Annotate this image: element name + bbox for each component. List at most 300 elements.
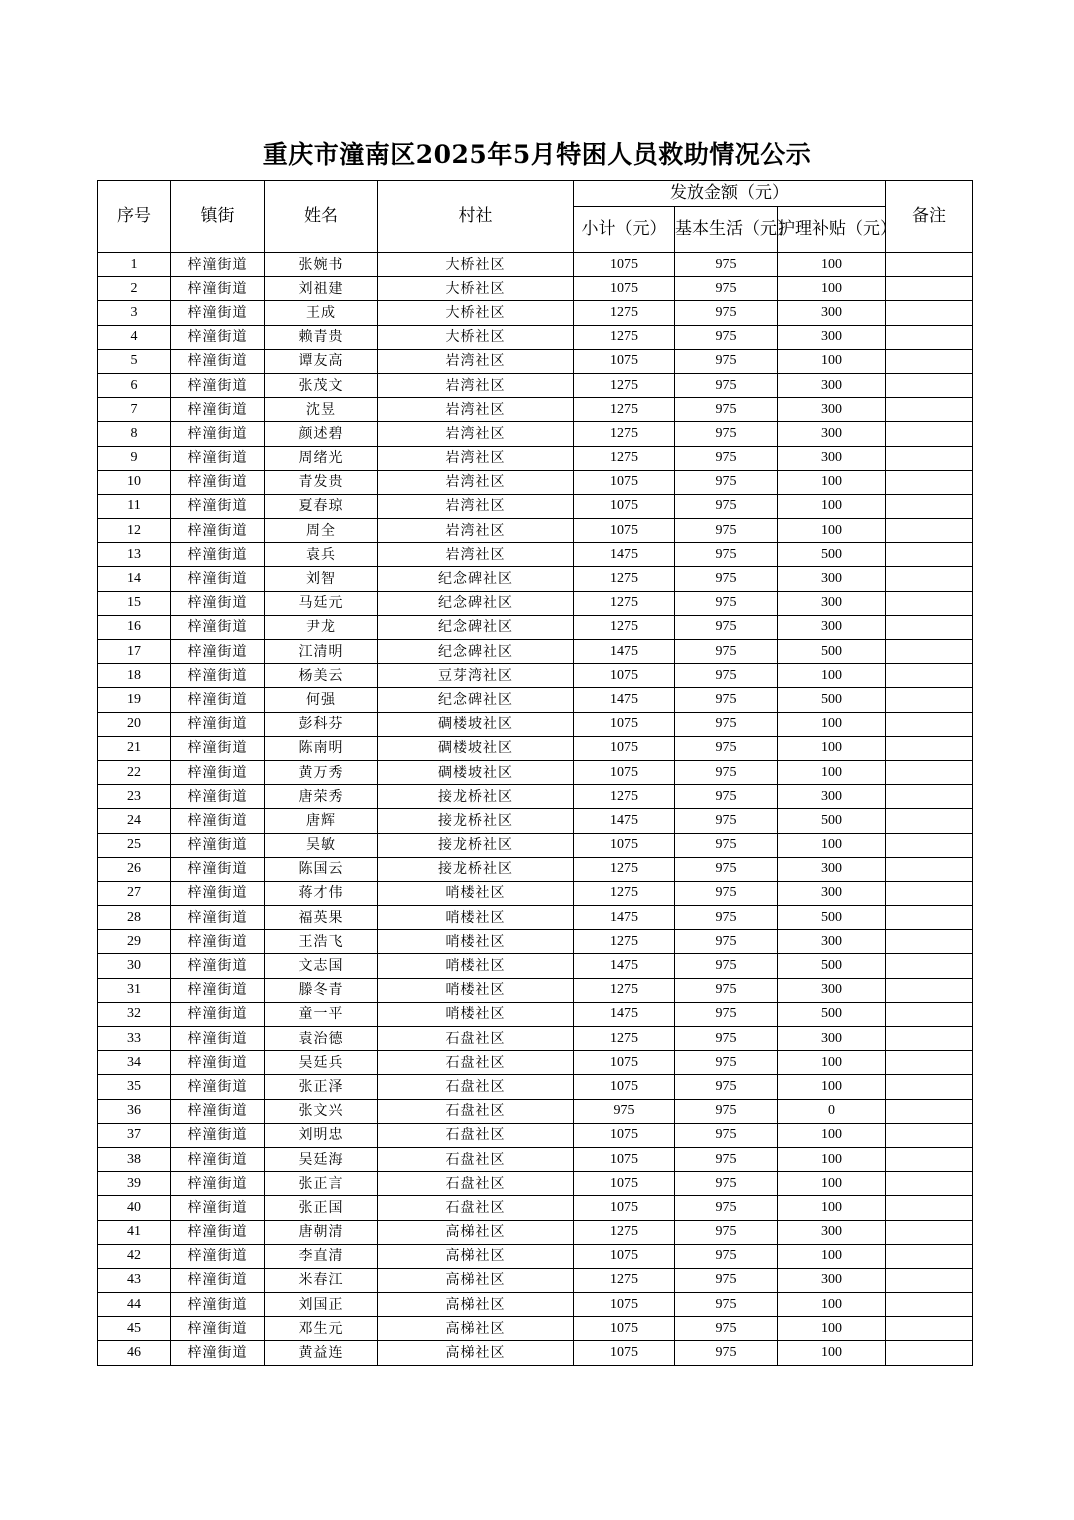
cell-basic: 975 <box>675 1027 778 1051</box>
cell-village: 豆芽湾社区 <box>378 664 574 688</box>
cell-village: 高梯社区 <box>378 1293 574 1317</box>
cell-village: 接龙桥社区 <box>378 785 574 809</box>
cell-name: 沈昱 <box>265 398 378 422</box>
table-row <box>98 1244 973 1268</box>
cell-index: 10 <box>98 470 171 494</box>
cell-index: 33 <box>98 1027 171 1051</box>
cell-index: 2 <box>98 277 171 301</box>
cell-remark <box>886 1027 973 1051</box>
cell-basic: 975 <box>675 446 778 470</box>
table-row <box>98 785 973 809</box>
table-row <box>98 253 973 277</box>
table-row <box>98 664 973 688</box>
cell-subtotal: 1475 <box>574 688 675 712</box>
cell-subtotal: 1075 <box>574 1123 675 1147</box>
cell-basic: 975 <box>675 1172 778 1196</box>
cell-index: 13 <box>98 543 171 567</box>
header-town: 镇街 <box>171 181 265 253</box>
cell-basic: 975 <box>675 1147 778 1171</box>
cell-name: 杨美云 <box>265 664 378 688</box>
cell-basic: 975 <box>675 712 778 736</box>
cell-index: 43 <box>98 1268 171 1292</box>
cell-basic: 975 <box>675 470 778 494</box>
cell-remark <box>886 954 973 978</box>
cell-name: 王浩飞 <box>265 930 378 954</box>
cell-index: 5 <box>98 349 171 373</box>
cell-town: 梓潼街道 <box>171 1123 265 1147</box>
cell-town: 梓潼街道 <box>171 1293 265 1317</box>
cell-village: 高梯社区 <box>378 1341 574 1365</box>
cell-care: 100 <box>778 253 886 277</box>
cell-town: 梓潼街道 <box>171 422 265 446</box>
cell-remark <box>886 1220 973 1244</box>
cell-index: 45 <box>98 1317 171 1341</box>
cell-town: 梓潼街道 <box>171 785 265 809</box>
cell-village: 岩湾社区 <box>378 543 574 567</box>
cell-village: 岩湾社区 <box>378 494 574 518</box>
cell-town: 梓潼街道 <box>171 1268 265 1292</box>
cell-town: 梓潼街道 <box>171 349 265 373</box>
cell-care: 300 <box>778 301 886 325</box>
cell-village: 大桥社区 <box>378 325 574 349</box>
cell-village: 碉楼坡社区 <box>378 736 574 760</box>
cell-basic: 975 <box>675 253 778 277</box>
cell-basic: 975 <box>675 906 778 930</box>
cell-care: 500 <box>778 1002 886 1026</box>
cell-care: 300 <box>778 1027 886 1051</box>
cell-name: 周全 <box>265 519 378 543</box>
cell-basic: 975 <box>675 277 778 301</box>
cell-town: 梓潼街道 <box>171 688 265 712</box>
cell-town: 梓潼街道 <box>171 325 265 349</box>
cell-basic: 975 <box>675 494 778 518</box>
cell-subtotal: 1475 <box>574 1002 675 1026</box>
cell-care: 500 <box>778 543 886 567</box>
cell-remark <box>886 640 973 664</box>
cell-subtotal: 1075 <box>574 1341 675 1365</box>
table-row <box>98 567 973 591</box>
cell-town: 梓潼街道 <box>171 373 265 397</box>
cell-town: 梓潼街道 <box>171 567 265 591</box>
table-row <box>98 301 973 325</box>
cell-name: 唐辉 <box>265 809 378 833</box>
cell-basic: 975 <box>675 1244 778 1268</box>
cell-subtotal: 1075 <box>574 277 675 301</box>
cell-care: 100 <box>778 1196 886 1220</box>
table-row <box>98 325 973 349</box>
table-row <box>98 688 973 712</box>
cell-basic: 975 <box>675 785 778 809</box>
cell-basic: 975 <box>675 373 778 397</box>
table-row <box>98 422 973 446</box>
cell-index: 8 <box>98 422 171 446</box>
table-row <box>98 906 973 930</box>
cell-basic: 975 <box>675 325 778 349</box>
cell-name: 刘明忠 <box>265 1123 378 1147</box>
cell-town: 梓潼街道 <box>171 881 265 905</box>
table-row <box>98 543 973 567</box>
cell-subtotal: 1075 <box>574 494 675 518</box>
cell-care: 300 <box>778 591 886 615</box>
table-row <box>98 349 973 373</box>
cell-town: 梓潼街道 <box>171 1099 265 1123</box>
cell-name: 彭科芬 <box>265 712 378 736</box>
cell-basic: 975 <box>675 1341 778 1365</box>
cell-basic: 975 <box>675 881 778 905</box>
cell-town: 梓潼街道 <box>171 760 265 784</box>
cell-care: 100 <box>778 519 886 543</box>
cell-town: 梓潼街道 <box>171 253 265 277</box>
cell-care: 100 <box>778 1075 886 1099</box>
cell-village: 石盘社区 <box>378 1099 574 1123</box>
cell-care: 300 <box>778 422 886 446</box>
cell-care: 100 <box>778 277 886 301</box>
cell-name: 赖青贵 <box>265 325 378 349</box>
header-village: 村社 <box>378 181 574 253</box>
cell-care: 500 <box>778 954 886 978</box>
cell-basic: 975 <box>675 978 778 1002</box>
cell-index: 16 <box>98 615 171 639</box>
cell-basic: 975 <box>675 1051 778 1075</box>
table-row <box>98 1293 973 1317</box>
cell-care: 100 <box>778 1147 886 1171</box>
cell-name: 吴廷兵 <box>265 1051 378 1075</box>
cell-basic: 975 <box>675 857 778 881</box>
cell-care: 100 <box>778 1123 886 1147</box>
cell-remark <box>886 978 973 1002</box>
cell-name: 李直清 <box>265 1244 378 1268</box>
cell-care: 500 <box>778 640 886 664</box>
cell-village: 哨楼社区 <box>378 881 574 905</box>
cell-care: 500 <box>778 809 886 833</box>
cell-name: 文志国 <box>265 954 378 978</box>
cell-subtotal: 1275 <box>574 881 675 905</box>
cell-basic: 975 <box>675 398 778 422</box>
cell-name: 吴敏 <box>265 833 378 857</box>
cell-town: 梓潼街道 <box>171 1341 265 1365</box>
cell-remark <box>886 1196 973 1220</box>
cell-index: 40 <box>98 1196 171 1220</box>
cell-village: 石盘社区 <box>378 1172 574 1196</box>
cell-town: 梓潼街道 <box>171 591 265 615</box>
table-row <box>98 1268 973 1292</box>
cell-name: 福英果 <box>265 906 378 930</box>
cell-name: 蒋才伟 <box>265 881 378 905</box>
cell-village: 纪念碑社区 <box>378 615 574 639</box>
cell-care: 300 <box>778 1220 886 1244</box>
cell-remark <box>886 373 973 397</box>
cell-care: 100 <box>778 470 886 494</box>
cell-town: 梓潼街道 <box>171 615 265 639</box>
cell-name: 尹龙 <box>265 615 378 639</box>
cell-town: 梓潼街道 <box>171 978 265 1002</box>
cell-village: 石盘社区 <box>378 1196 574 1220</box>
table-row <box>98 1075 973 1099</box>
table-row <box>98 978 973 1002</box>
cell-village: 接龙桥社区 <box>378 833 574 857</box>
cell-village: 岩湾社区 <box>378 422 574 446</box>
cell-remark <box>886 906 973 930</box>
cell-remark <box>886 1341 973 1365</box>
cell-remark <box>886 1002 973 1026</box>
cell-village: 碉楼坡社区 <box>378 712 574 736</box>
cell-name: 童一平 <box>265 1002 378 1026</box>
cell-name: 唐荣秀 <box>265 785 378 809</box>
cell-index: 14 <box>98 567 171 591</box>
cell-subtotal: 1075 <box>574 470 675 494</box>
cell-village: 碉楼坡社区 <box>378 760 574 784</box>
cell-subtotal: 1075 <box>574 664 675 688</box>
cell-town: 梓潼街道 <box>171 277 265 301</box>
cell-village: 岩湾社区 <box>378 446 574 470</box>
table-row <box>98 1027 973 1051</box>
cell-remark <box>886 881 973 905</box>
cell-subtotal: 1075 <box>574 833 675 857</box>
table-row <box>98 857 973 881</box>
cell-subtotal: 1275 <box>574 978 675 1002</box>
cell-care: 300 <box>778 785 886 809</box>
cell-subtotal: 1275 <box>574 301 675 325</box>
cell-town: 梓潼街道 <box>171 1244 265 1268</box>
cell-subtotal: 1275 <box>574 1220 675 1244</box>
cell-care: 100 <box>778 760 886 784</box>
header-amount-group: 发放金额（元） <box>574 181 886 207</box>
table-row <box>98 1341 973 1365</box>
cell-remark <box>886 398 973 422</box>
cell-index: 18 <box>98 664 171 688</box>
header-care: 护理补贴（元） <box>778 207 886 253</box>
table-row <box>98 809 973 833</box>
page-title: 重庆市潼南区2025年5月特困人员救助情况公示 <box>262 140 812 169</box>
table-row <box>98 712 973 736</box>
cell-remark <box>886 422 973 446</box>
cell-name: 张婉书 <box>265 253 378 277</box>
cell-basic: 975 <box>675 809 778 833</box>
cell-name: 滕冬青 <box>265 978 378 1002</box>
cell-subtotal: 1475 <box>574 906 675 930</box>
cell-town: 梓潼街道 <box>171 954 265 978</box>
cell-subtotal: 1075 <box>574 1244 675 1268</box>
cell-village: 接龙桥社区 <box>378 857 574 881</box>
cell-village: 岩湾社区 <box>378 470 574 494</box>
table-row <box>98 494 973 518</box>
cell-village: 大桥社区 <box>378 301 574 325</box>
cell-basic: 975 <box>675 1220 778 1244</box>
table-row <box>98 881 973 905</box>
cell-name: 袁兵 <box>265 543 378 567</box>
cell-index: 29 <box>98 930 171 954</box>
cell-subtotal: 1275 <box>574 857 675 881</box>
cell-name: 张正泽 <box>265 1075 378 1099</box>
cell-remark <box>886 615 973 639</box>
cell-care: 100 <box>778 1244 886 1268</box>
table-row <box>98 1220 973 1244</box>
cell-subtotal: 1075 <box>574 736 675 760</box>
table-row <box>98 373 973 397</box>
cell-basic: 975 <box>675 301 778 325</box>
cell-name: 张文兴 <box>265 1099 378 1123</box>
cell-name: 邓生元 <box>265 1317 378 1341</box>
cell-remark <box>886 736 973 760</box>
cell-town: 梓潼街道 <box>171 470 265 494</box>
cell-town: 梓潼街道 <box>171 930 265 954</box>
cell-remark <box>886 519 973 543</box>
cell-remark <box>886 494 973 518</box>
table-row <box>98 1317 973 1341</box>
header-name: 姓名 <box>265 181 378 253</box>
cell-subtotal: 1075 <box>574 1075 675 1099</box>
cell-name: 马廷元 <box>265 591 378 615</box>
cell-name: 米春江 <box>265 1268 378 1292</box>
cell-subtotal: 1075 <box>574 712 675 736</box>
cell-index: 34 <box>98 1051 171 1075</box>
cell-index: 31 <box>98 978 171 1002</box>
cell-subtotal: 1475 <box>574 640 675 664</box>
cell-village: 哨楼社区 <box>378 906 574 930</box>
cell-subtotal: 1275 <box>574 930 675 954</box>
table-row <box>98 930 973 954</box>
cell-town: 梓潼街道 <box>171 494 265 518</box>
cell-name: 颜述碧 <box>265 422 378 446</box>
cell-subtotal: 1075 <box>574 1172 675 1196</box>
cell-basic: 975 <box>675 688 778 712</box>
cell-basic: 975 <box>675 930 778 954</box>
cell-remark <box>886 1123 973 1147</box>
cell-index: 35 <box>98 1075 171 1099</box>
table-row <box>98 1123 973 1147</box>
cell-index: 36 <box>98 1099 171 1123</box>
cell-care: 100 <box>778 494 886 518</box>
cell-index: 46 <box>98 1341 171 1365</box>
cell-remark <box>886 567 973 591</box>
cell-town: 梓潼街道 <box>171 1002 265 1026</box>
cell-subtotal: 1075 <box>574 1317 675 1341</box>
cell-name: 王成 <box>265 301 378 325</box>
cell-subtotal: 1475 <box>574 954 675 978</box>
cell-index: 30 <box>98 954 171 978</box>
cell-village: 纪念碑社区 <box>378 567 574 591</box>
cell-village: 高梯社区 <box>378 1268 574 1292</box>
table-row <box>98 1002 973 1026</box>
cell-remark <box>886 930 973 954</box>
cell-index: 42 <box>98 1244 171 1268</box>
cell-index: 21 <box>98 736 171 760</box>
cell-basic: 975 <box>675 1293 778 1317</box>
cell-name: 袁治德 <box>265 1027 378 1051</box>
cell-remark <box>886 712 973 736</box>
cell-subtotal: 1075 <box>574 1147 675 1171</box>
table-row <box>98 1051 973 1075</box>
cell-basic: 975 <box>675 543 778 567</box>
cell-name: 刘祖建 <box>265 277 378 301</box>
cell-remark <box>886 446 973 470</box>
cell-name: 唐朝清 <box>265 1220 378 1244</box>
cell-subtotal: 1275 <box>574 615 675 639</box>
cell-basic: 975 <box>675 422 778 446</box>
cell-subtotal: 1275 <box>574 422 675 446</box>
cell-name: 张正国 <box>265 1196 378 1220</box>
cell-village: 石盘社区 <box>378 1075 574 1099</box>
cell-town: 梓潼街道 <box>171 809 265 833</box>
cell-care: 100 <box>778 1317 886 1341</box>
cell-village: 石盘社区 <box>378 1051 574 1075</box>
cell-remark <box>886 253 973 277</box>
table-row <box>98 1099 973 1123</box>
cell-care: 300 <box>778 615 886 639</box>
cell-name: 黄益连 <box>265 1341 378 1365</box>
cell-village: 大桥社区 <box>378 253 574 277</box>
cell-town: 梓潼街道 <box>171 1220 265 1244</box>
cell-subtotal: 1075 <box>574 349 675 373</box>
cell-remark <box>886 1075 973 1099</box>
cell-town: 梓潼街道 <box>171 301 265 325</box>
cell-care: 300 <box>778 1268 886 1292</box>
cell-town: 梓潼街道 <box>171 906 265 930</box>
cell-index: 25 <box>98 833 171 857</box>
cell-name: 夏春琼 <box>265 494 378 518</box>
cell-name: 张正言 <box>265 1172 378 1196</box>
cell-subtotal: 1475 <box>574 543 675 567</box>
cell-index: 7 <box>98 398 171 422</box>
cell-basic: 975 <box>675 591 778 615</box>
cell-basic: 975 <box>675 1002 778 1026</box>
cell-care: 300 <box>778 325 886 349</box>
cell-town: 梓潼街道 <box>171 664 265 688</box>
cell-town: 梓潼街道 <box>171 712 265 736</box>
cell-basic: 975 <box>675 567 778 591</box>
cell-index: 9 <box>98 446 171 470</box>
cell-index: 11 <box>98 494 171 518</box>
table-row <box>98 954 973 978</box>
cell-remark <box>886 1099 973 1123</box>
cell-village: 岩湾社区 <box>378 398 574 422</box>
cell-index: 4 <box>98 325 171 349</box>
cell-name: 何强 <box>265 688 378 712</box>
cell-basic: 975 <box>675 1317 778 1341</box>
cell-subtotal: 1275 <box>574 325 675 349</box>
cell-care: 300 <box>778 567 886 591</box>
cell-village: 哨楼社区 <box>378 1002 574 1026</box>
cell-remark <box>886 349 973 373</box>
cell-name: 青发贵 <box>265 470 378 494</box>
cell-subtotal: 1275 <box>574 398 675 422</box>
cell-basic: 975 <box>675 349 778 373</box>
table-row <box>98 736 973 760</box>
cell-subtotal: 1075 <box>574 760 675 784</box>
header-index: 序号 <box>98 181 171 253</box>
cell-town: 梓潼街道 <box>171 736 265 760</box>
table-row <box>98 519 973 543</box>
cell-subtotal: 1275 <box>574 785 675 809</box>
cell-basic: 975 <box>675 1075 778 1099</box>
cell-subtotal: 975 <box>574 1099 675 1123</box>
cell-care: 300 <box>778 930 886 954</box>
cell-basic: 975 <box>675 833 778 857</box>
cell-name: 黄万秀 <box>265 760 378 784</box>
cell-care: 100 <box>778 664 886 688</box>
cell-basic: 975 <box>675 1196 778 1220</box>
cell-subtotal: 1075 <box>574 1196 675 1220</box>
cell-care: 300 <box>778 373 886 397</box>
cell-basic: 975 <box>675 760 778 784</box>
cell-name: 刘智 <box>265 567 378 591</box>
cell-remark <box>886 470 973 494</box>
cell-remark <box>886 664 973 688</box>
cell-village: 石盘社区 <box>378 1147 574 1171</box>
table-row <box>98 1196 973 1220</box>
cell-index: 26 <box>98 857 171 881</box>
cell-subtotal: 1275 <box>574 1027 675 1051</box>
